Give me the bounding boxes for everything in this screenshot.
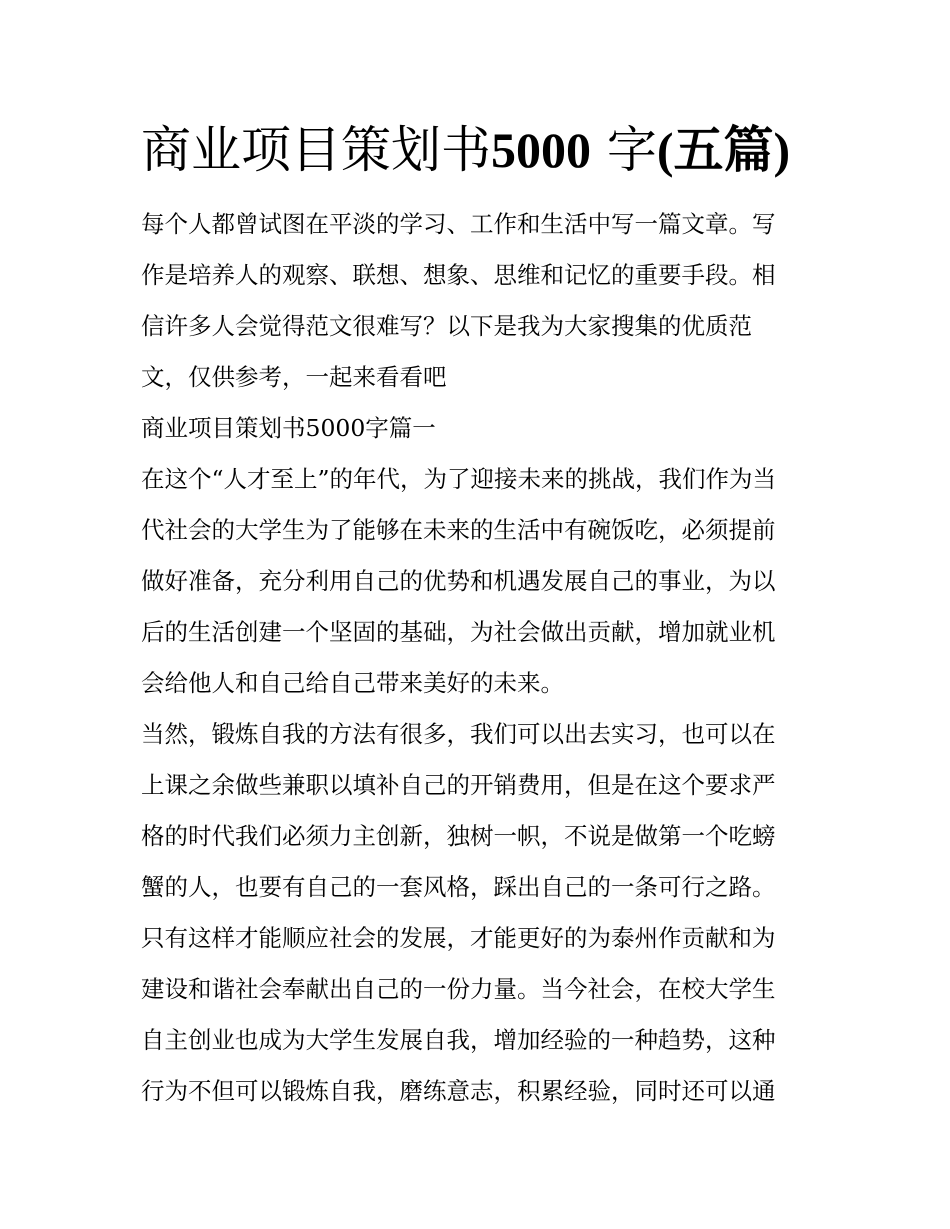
text-line: 信许多人会觉得范文很难写？以下是我为大家搜集的优质范 (141, 312, 752, 340)
text-line: 只有这样才能顺应社会的发展，才能更好的为泰州作贡献和为 (141, 924, 776, 952)
text-line: 在这个“人才至上”的年代，为了迎接未来的挑战，我们作为当 (141, 465, 777, 493)
text-line: 代社会的大学生为了能够在未来的生活中有碗饭吃，必须提前 (141, 516, 776, 544)
section-heading: 商业项目策划书5000字篇一 (141, 414, 436, 442)
text-line: 上课之余做些兼职以填补自己的开销费用，但是在这个要求严 (141, 771, 776, 799)
title-number: 5000 (491, 122, 591, 178)
document-body (141, 199, 821, 1117)
title-text-part1: 商业项目策划书 (141, 121, 491, 179)
title-parenthetical: (五篇) (656, 122, 791, 178)
text-line: 格的时代我们必须力主创新，独树一帜，不说是做第一个吃螃 (141, 822, 776, 850)
document-title (141, 118, 841, 182)
text-line: 建设和谐社会奉献出自己的一份力量。当今社会，在校大学生 (141, 975, 776, 1003)
text-line: 会给他人和自己给自己带来美好的未来。 (141, 669, 564, 697)
text-line: 当然，锻炼自我的方法有很多，我们可以出去实习，也可以在 (141, 720, 776, 748)
text-line: 文，仅供参考，一起来看看吧 (141, 363, 447, 391)
title-text-part2: 字 (606, 121, 657, 179)
text-line: 每个人都曾试图在平淡的学习、工作和生活中写一篇文章。写 (141, 210, 776, 238)
text-line: 行为不但可以锻炼自我，磨练意志，积累经验，同时还可以通 (141, 1077, 776, 1105)
text-line: 自主创业也成为大学生发展自我，增加经验的一种趋势，这种 (141, 1026, 776, 1054)
text-line: 蟹的人，也要有自己的一套风格，踩出自己的一条可行之路。 (141, 873, 776, 901)
text-line: 做好准备，充分利用自己的优势和机遇发展自己的事业，为以 (141, 567, 776, 595)
text-line: 后的生活创建一个坚固的基础，为社会做出贡献，增加就业机 (141, 618, 776, 646)
text-line: 作是培养人的观察、联想、想象、思维和记忆的重要手段。相 (141, 261, 776, 289)
